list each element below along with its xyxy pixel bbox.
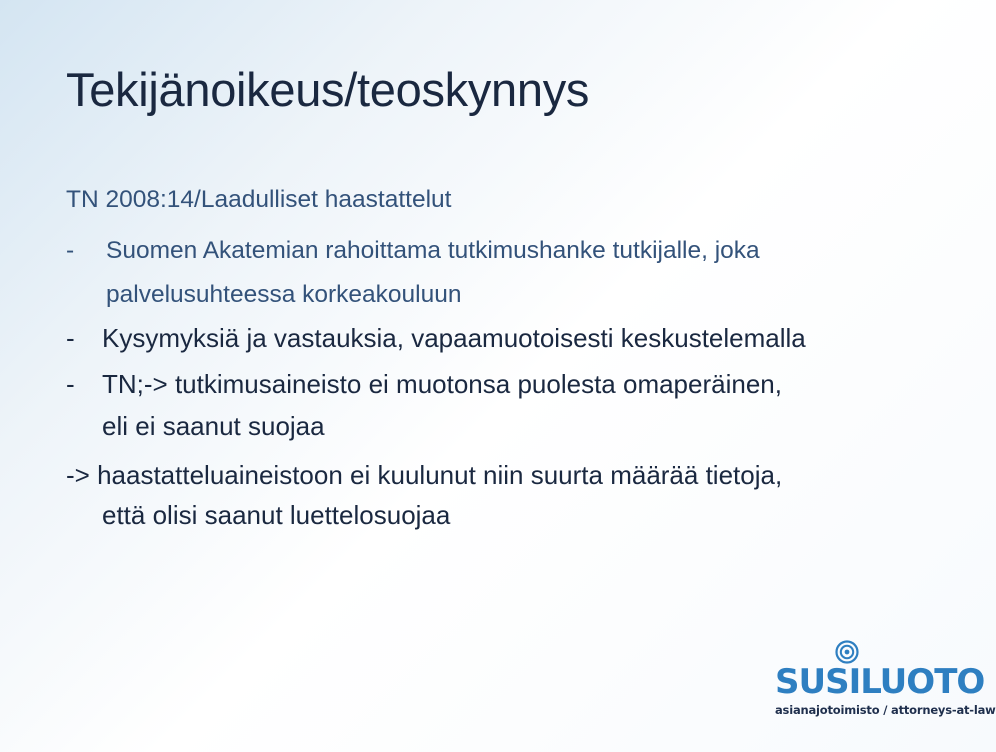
bullet-dash: - (66, 369, 75, 399)
logo-brand: SUSILUOTO (775, 662, 985, 702)
item-2 (66, 320, 946, 356)
item-3-line-1: TN;-> tutkimusaineisto ei muotonsa puolesta omaperäinen, (102, 369, 782, 399)
item-1-line-1: Suomen Akatemian rahoittama tutkimushanke tutkijalle, joka (106, 237, 760, 264)
conclusion-line-1: -> haastatteluaineistoon ei kuulunut niin suurta määrää tietoja, (66, 460, 783, 490)
item-3 (66, 366, 946, 444)
slide-title: Tekijänoikeus/teoskynnys (66, 63, 590, 116)
company-logo (775, 640, 996, 745)
logo-tagline: asianajotoimisto / attorneys-at-law (775, 703, 996, 717)
conclusion-line-2: että olisi saanut luettelosuojaa (102, 500, 451, 530)
bullet-dash: - (66, 237, 75, 264)
item-1-line-2: palvelusuhteessa korkeakouluun (106, 281, 462, 308)
items-dark (66, 320, 946, 454)
slide-subtitle: TN 2008:14/Laadulliset haastattelut (66, 186, 452, 213)
item-2-line-1: Kysymyksiä ja vastauksia, vapaamuotoisesti keskustelemalla (102, 323, 806, 353)
spiral-icon (835, 640, 859, 664)
item-1 (66, 235, 946, 311)
item-3-line-2: eli ei saanut suojaa (102, 411, 325, 441)
bullet-dash: - (66, 323, 75, 353)
conclusion (66, 457, 946, 533)
